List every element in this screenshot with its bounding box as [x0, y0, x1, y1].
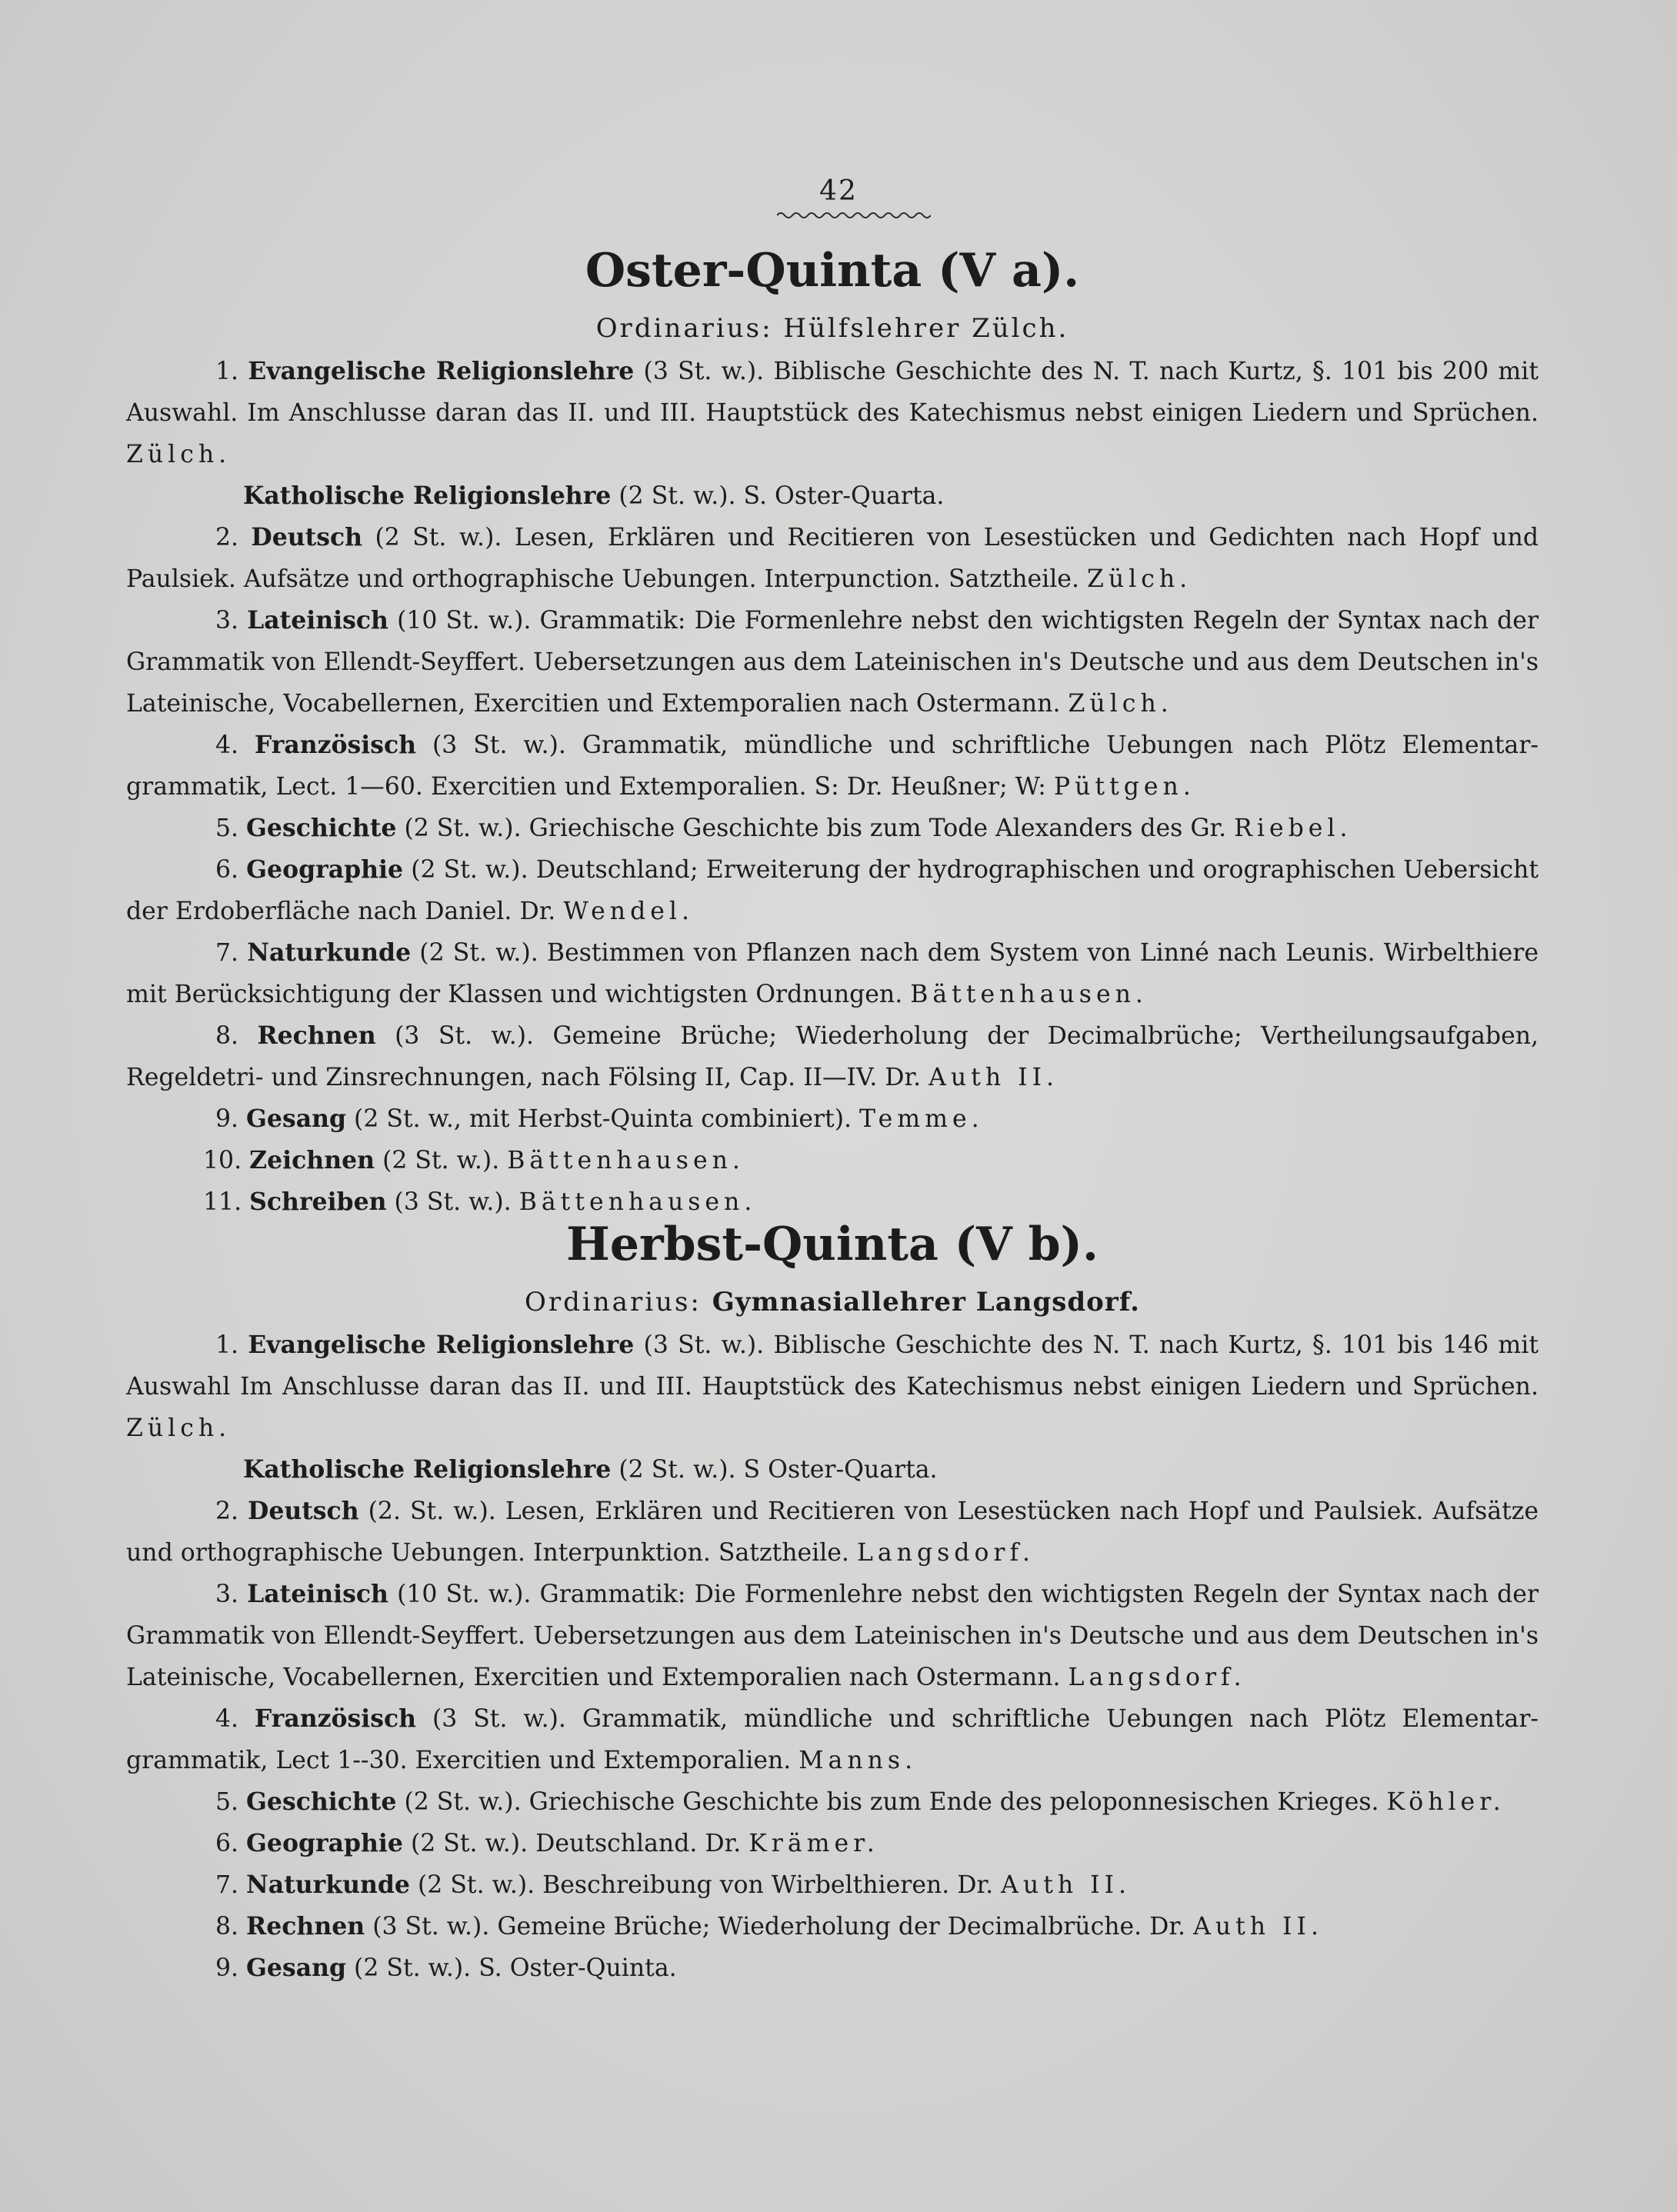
entry-text: (2 St. w.). Griechische Geschichte bis zum Ende des peloponnesischen Krieges.	[404, 1788, 1379, 1816]
subject-entry	[126, 475, 1539, 517]
entry-subject: Rechnen	[246, 1912, 365, 1940]
entry-teacher: Manns.	[798, 1747, 918, 1774]
entry-text: (3 St. w.). Grammatik, mündliche und schriftliche Uebungen nach Plötz Elementar-grammatik, Lect. 1—60. Exercitien und Extemporalien. S: Dr. Heußner; W:	[126, 731, 1539, 801]
entry-teacher: Temme.	[859, 1105, 984, 1133]
entry-number: 11.	[203, 1188, 242, 1216]
entry-text: (10 St. w.). Grammatik: Die Formenlehre nebst den wichtigsten Regeln der Syntax nach der Grammatik von Ellendt-Seyffert. Uebersetzungen aus dem Lateinischen in's Deutsche und aus dem Deutschen in's Lateinische, Vocabellernen, Exercitien und Extemporalien nach Ostermann.	[126, 1581, 1539, 1691]
entry-text: (3 St. w.). Gemeine Brüche; Wiederholung der Decimalbrüche. Dr.	[372, 1913, 1186, 1940]
entry-subject: Rechnen	[257, 1021, 376, 1050]
entry-teacher: Auth II.	[1193, 1913, 1323, 1940]
entry-subject: Schreiben	[249, 1188, 387, 1216]
entry-text: (3 St. w.). Grammatik, mündliche und schriftliche Uebungen nach Plötz Elementar-grammatik, Lect 1--30. Exercitien und Extemporalien.	[126, 1705, 1539, 1774]
subject-entry	[126, 351, 1539, 475]
section-heading: Oster-Quinta (V a).	[585, 244, 1080, 298]
entry-number: 1.	[215, 1331, 238, 1359]
entry-teacher: Krämer.	[748, 1830, 879, 1857]
subject-entry	[126, 600, 1539, 725]
entry-text: (3 St. w.). Gemeine Brüche; Wiederholung der Decimalbrüche; Vertheilungsaufgaben, Regeldetri- und Zinsrechnungen, nach Fölsing II, Cap. II—IV. Dr.	[126, 1022, 1539, 1091]
subject-entry	[126, 1781, 1539, 1823]
entry-subject: Lateinisch	[247, 606, 388, 635]
entry-number: 9.	[215, 1105, 238, 1133]
entry-text: (2 St. w.). Deutschland. Dr.	[410, 1830, 742, 1857]
entry-subject: Geschichte	[246, 814, 397, 842]
entry-teacher: Langsdorf.	[856, 1539, 1035, 1567]
ordinarius-label: Ordinarius:	[525, 1287, 702, 1318]
entry-subject: Geschichte	[246, 1787, 397, 1816]
entry-subject: Französisch	[254, 1704, 417, 1733]
subject-list	[126, 1324, 1539, 1989]
entry-subject: Naturkunde	[247, 938, 412, 967]
entry-text: (2 St. w.). S. Oster-Quarta.	[618, 482, 945, 510]
subject-entry	[126, 808, 1539, 849]
subject-entry	[126, 1449, 1539, 1491]
entry-number: 9.	[215, 1954, 238, 1982]
entry-text: (10 St. w.). Grammatik: Die Formenlehre nebst den wichtigsten Regeln der Syntax nach der Grammatik von Ellendt-Seyffert. Uebersetzungen aus dem Lateinischen in's Deutsche und aus dem Deutschen in's Lateinische, Vocabellernen, Exercitien und Extemporalien nach Ostermann.	[126, 607, 1539, 718]
subject-list	[126, 351, 1539, 1223]
entry-subject: Geographie	[246, 1829, 403, 1857]
entry-teacher: Bättenhausen.	[507, 1147, 745, 1174]
subject-entry	[126, 1947, 1539, 1989]
entry-subject: Naturkunde	[246, 1871, 410, 1899]
wavy-rule-ornament	[777, 209, 931, 222]
subject-entry	[126, 1574, 1539, 1698]
subject-entry	[126, 1015, 1539, 1098]
entry-subject: Französisch	[254, 731, 417, 759]
entry-subject: Lateinisch	[247, 1580, 388, 1608]
subject-entry	[126, 849, 1539, 932]
section-herbst-quinta	[126, 1214, 1539, 1989]
entry-number: 10.	[203, 1147, 242, 1174]
subject-entry	[126, 1823, 1539, 1864]
ordinarius-line	[126, 308, 1539, 349]
entry-text: (2 St. w., mit Herbst-Quinta combiniert).	[354, 1105, 852, 1133]
entry-teacher: Zülch.	[1086, 565, 1192, 593]
entry-text: (3 St. w.).	[394, 1188, 512, 1216]
entry-number: 3.	[215, 1581, 238, 1608]
entry-teacher: Köhler.	[1386, 1788, 1505, 1816]
entry-number: 1.	[215, 358, 238, 385]
entry-number: 6.	[215, 856, 238, 884]
entry-number: 5.	[215, 815, 238, 842]
entry-teacher: Wendel.	[563, 898, 694, 925]
entry-text: (2 St. w.).	[382, 1147, 500, 1174]
entry-teacher: Langsdorf.	[1068, 1664, 1246, 1691]
subject-entry	[126, 1864, 1539, 1906]
section-heading: Herbst-Quinta (V b).	[566, 1218, 1099, 1271]
entry-teacher: Riebel.	[1234, 815, 1352, 842]
entry-number: 4.	[215, 1705, 238, 1733]
ordinarius-line	[126, 1281, 1539, 1323]
section-oster-quinta	[126, 240, 1539, 1223]
subject-entry	[126, 1698, 1539, 1781]
subject-entry	[126, 517, 1539, 600]
entry-text: (2 St. w.). S. Oster-Quinta.	[354, 1954, 677, 1982]
entry-teacher: Bättenhausen.	[910, 981, 1148, 1008]
entry-number: 2.	[215, 524, 238, 551]
entry-text: (2 St. w.). S Oster-Quarta.	[618, 1456, 938, 1484]
entry-number: 3.	[215, 607, 238, 635]
subject-entry	[126, 725, 1539, 808]
entry-number: 6.	[215, 1830, 238, 1857]
entry-number: 4.	[215, 731, 238, 759]
entry-subject: Geographie	[246, 855, 404, 884]
entry-teacher: Püttgen.	[1053, 773, 1195, 801]
entry-subject: Gesang	[246, 1104, 347, 1133]
entry-teacher: Auth II.	[929, 1064, 1059, 1091]
ordinarius-name: Hülfslehrer Zülch.	[783, 313, 1069, 344]
entry-number: 8.	[215, 1913, 238, 1940]
entry-number: 5.	[215, 1788, 238, 1816]
subject-entry	[126, 932, 1539, 1015]
entry-text: (2 St. w.). Deutschland; Erweiterung der hydrographischen und orographischen Uebersicht der Erdoberfläche nach Daniel. Dr.	[126, 856, 1539, 925]
entry-number: 7.	[215, 939, 238, 967]
subject-entry	[126, 1324, 1539, 1449]
entry-subject: Zeichnen	[249, 1146, 375, 1174]
entry-teacher: Auth II.	[1001, 1871, 1132, 1899]
entry-text: (2 St. w.). Beschreibung von Wirbelthieren. Dr.	[417, 1871, 994, 1899]
entry-teacher: Zülch.	[1068, 690, 1173, 718]
entry-text: (2 St. w.). Lesen, Erklären und Recitieren von Lesestücken und Gedichten nach Hopf und Paulsiek. Aufsätze und orthographische Uebungen. Interpunction. Satztheile.	[126, 524, 1539, 593]
subject-entry	[126, 1140, 1539, 1181]
ordinarius-label: Ordinarius:	[595, 313, 773, 344]
entry-subject: Deutsch	[251, 523, 363, 551]
entry-subject: Evangelische Religionslehre	[248, 1331, 635, 1359]
subject-entry	[126, 1098, 1539, 1140]
ordinarius-name: Gymnasiallehrer Langsdorf.	[712, 1287, 1140, 1318]
entry-teacher: Bättenhausen.	[518, 1188, 757, 1216]
entry-text: (3 St. w.). Biblische Geschichte des N. T. nach Kurtz, §. 101 bis 200 mit Auswahl. Im Anschlusse daran das II. und III. Hauptstück des Katechismus nebst einigen Liedern und Sprüchen.	[126, 358, 1539, 427]
subject-entry	[126, 1491, 1539, 1574]
entry-subject: Deutsch	[248, 1497, 359, 1525]
entry-number: 7.	[215, 1871, 238, 1899]
entry-teacher: Zülch.	[126, 1414, 232, 1442]
entry-text: (2 St. w.). Bestimmen von Pflanzen nach dem System von Linné nach Leunis. Wirbelthiere mit Berücksichtigung der Klassen und wichtigsten Ordnungen.	[126, 939, 1539, 1008]
entry-text: (2. St. w.). Lesen, Erklären und Recitieren von Lesestücken nach Hopf und Paulsiek. Aufsätze und orthographische Uebungen. Interpunktion. Satztheile.	[126, 1497, 1539, 1567]
entry-subject: Katholische Religionslehre	[243, 1455, 612, 1484]
entry-teacher: Zülch.	[126, 441, 232, 468]
entry-text: (2 St. w.). Griechische Geschichte bis zum Tode Alexanders des Gr.	[404, 815, 1227, 842]
entry-subject: Gesang	[246, 1954, 347, 1982]
entry-subject: Katholische Religionslehre	[243, 481, 612, 510]
entry-number: 2.	[215, 1497, 238, 1525]
entry-number: 8.	[215, 1022, 238, 1050]
entry-text: (3 St. w.). Biblische Geschichte des N. T. nach Kurtz, §. 101 bis 146 mit Auswahl Im Anschlusse daran das II. und III. Hauptstück des Katechismus nebst einigen Liedern und Sprüchen.	[126, 1331, 1539, 1401]
page-number: 42	[819, 175, 858, 207]
entry-subject: Evangelische Religionslehre	[248, 357, 635, 385]
subject-entry	[126, 1906, 1539, 1947]
